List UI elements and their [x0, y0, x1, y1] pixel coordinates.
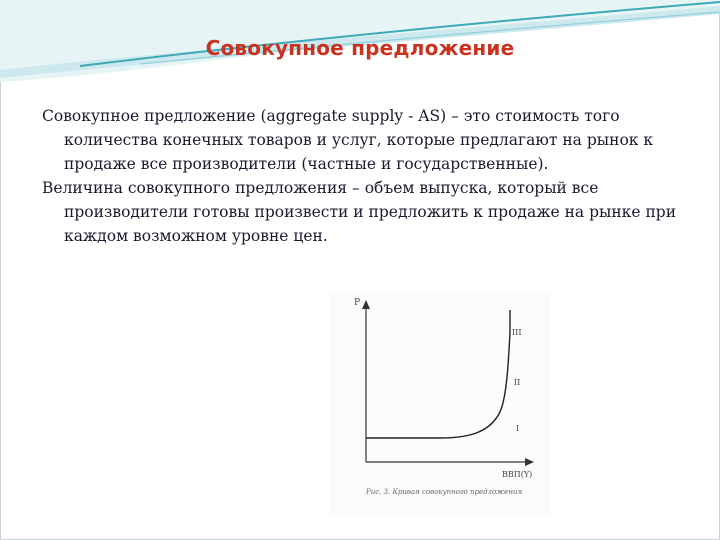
figure-caption: Рис. 3. Кривая совокупного предложения [366, 488, 523, 496]
segment-label-i: I [516, 424, 520, 433]
x-axis-arrow [525, 458, 534, 466]
definition-paragraph: Совокупное предложение (aggregate supply - AS) – это стоимость того количества конечных товаров и услуг, которые предлагают на рынок к продаже все производители (частные и государственные). [42, 107, 654, 173]
supply-curve [366, 310, 510, 438]
y-axis-label: P [354, 298, 361, 308]
aggregate-supply-curve-diagram [330, 292, 550, 514]
y-axis-arrow [362, 300, 370, 309]
quantity-definition-paragraph: Величина совокупного предложения – объем выпуска, который все производители готовы произвести и предложить к продаже на рынке при каждом возможном уровне цен. [42, 179, 677, 245]
x-axis-label: ВВП(Y) [502, 470, 533, 479]
aggregate-supply-figure [330, 292, 550, 514]
segment-label-iii: III [512, 328, 522, 337]
segment-label-ii: II [514, 378, 521, 387]
slide-title: Совокупное предложение [205, 36, 515, 60]
slide-body [42, 104, 692, 248]
